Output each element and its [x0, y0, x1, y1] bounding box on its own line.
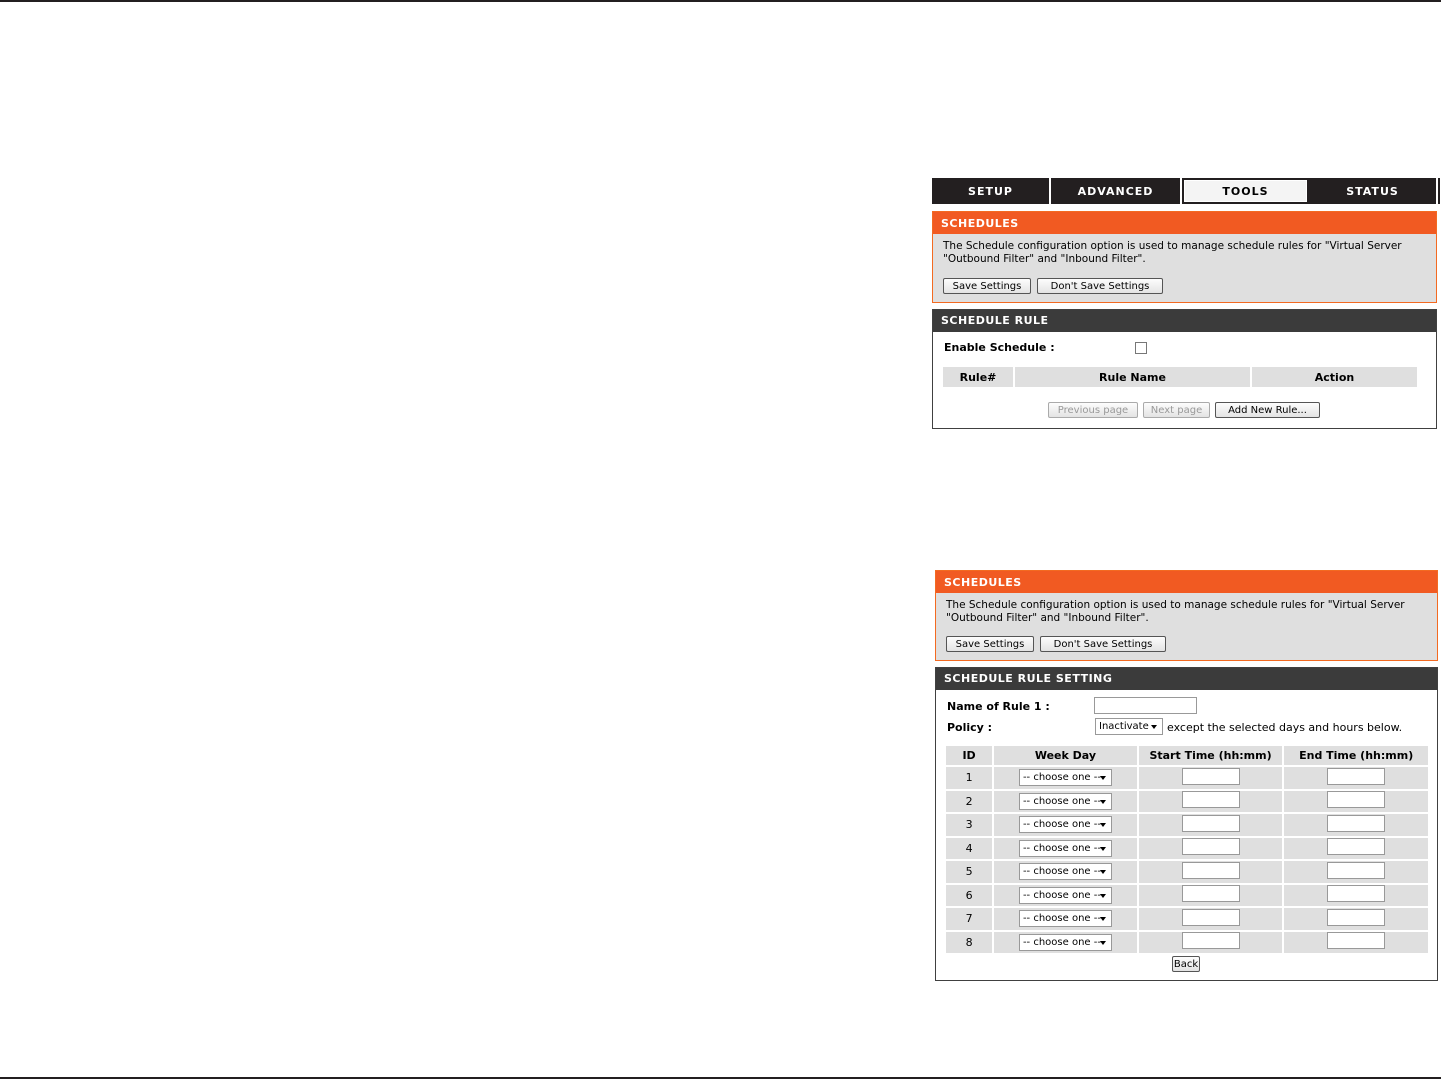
column-rule-name: Rule Name: [1015, 367, 1250, 387]
tab-setup[interactable]: SETUP: [932, 178, 1051, 204]
row-id: 3: [946, 814, 992, 836]
table-row: [946, 767, 1428, 789]
row-id: 1: [946, 767, 992, 789]
table-row: [946, 814, 1428, 836]
start-time-cell: [1139, 814, 1283, 836]
end-time-cell: [1284, 885, 1428, 907]
row-id: 8: [946, 932, 992, 954]
column-rule-number: Rule#: [943, 367, 1013, 387]
panel-title: SCHEDULES: [936, 571, 1437, 593]
row-id: 4: [946, 838, 992, 860]
week-day-select[interactable]: -- choose one --: [1019, 769, 1112, 786]
start-time-input[interactable]: [1182, 909, 1240, 926]
start-time-input[interactable]: [1182, 932, 1240, 949]
week-day-select[interactable]: -- choose one --: [1019, 910, 1112, 927]
rule-name-input[interactable]: [1094, 697, 1197, 714]
week-day-cell: [994, 838, 1137, 860]
week-day-cell: [994, 767, 1137, 789]
add-new-rule-button[interactable]: Add New Rule...: [1215, 402, 1320, 418]
policy-select[interactable]: Inactivate: [1095, 718, 1163, 735]
end-time-cell: [1284, 908, 1428, 930]
save-settings-button[interactable]: Save Settings: [946, 636, 1034, 652]
chevron-down-icon: [1151, 725, 1157, 729]
week-day-select[interactable]: -- choose one --: [1019, 934, 1112, 951]
row-id: 6: [946, 885, 992, 907]
column-start-time: Start Time (hh:mm): [1139, 746, 1283, 765]
start-time-input[interactable]: [1182, 838, 1240, 855]
column-end-time: End Time (hh:mm): [1284, 746, 1428, 765]
chevron-down-icon: [1100, 776, 1106, 780]
tab-status[interactable]: STATUS: [1309, 178, 1438, 204]
week-day-cell: [994, 885, 1137, 907]
schedule-table: [944, 744, 1430, 955]
chevron-down-icon: [1100, 894, 1106, 898]
table-row: [946, 861, 1428, 883]
start-time-input[interactable]: [1182, 862, 1240, 879]
end-time-input[interactable]: [1327, 791, 1385, 808]
end-time-cell: [1284, 814, 1428, 836]
main-tabs: [932, 178, 1440, 204]
row-id: 5: [946, 861, 992, 883]
previous-page-button[interactable]: Previous page: [1048, 402, 1138, 418]
next-page-button[interactable]: Next page: [1143, 402, 1210, 418]
schedules-panel-bottom: [935, 570, 1438, 661]
end-time-input[interactable]: [1327, 768, 1385, 785]
table-row: [946, 932, 1428, 954]
schedules-panel-top: [932, 211, 1437, 303]
week-day-select[interactable]: -- choose one --: [1019, 863, 1112, 880]
start-time-cell: [1139, 767, 1283, 789]
week-day-select[interactable]: -- choose one --: [1019, 887, 1112, 904]
rule-table-header: [943, 367, 1417, 387]
end-time-cell: [1284, 861, 1428, 883]
save-settings-button[interactable]: Save Settings: [943, 278, 1031, 294]
table-row: [946, 885, 1428, 907]
table-row: [946, 791, 1428, 813]
week-day-select[interactable]: -- choose one --: [1019, 816, 1112, 833]
start-time-input[interactable]: [1182, 885, 1240, 902]
policy-suffix: except the selected days and hours below.: [1167, 721, 1403, 734]
rule-name-label: Name of Rule 1 :: [947, 700, 1050, 713]
start-time-cell: [1139, 932, 1283, 954]
column-action: Action: [1252, 367, 1417, 387]
end-time-cell: [1284, 791, 1428, 813]
start-time-cell: [1139, 861, 1283, 883]
chevron-down-icon: [1100, 917, 1106, 921]
back-button[interactable]: Back: [1172, 956, 1200, 972]
panel-title: SCHEDULE RULE: [933, 310, 1436, 332]
end-time-input[interactable]: [1327, 862, 1385, 879]
schedule-rule-setting-panel: [935, 667, 1438, 981]
chevron-down-icon: [1100, 800, 1106, 804]
week-day-cell: [994, 908, 1137, 930]
panel-title: SCHEDULE RULE SETTING: [936, 668, 1437, 690]
chevron-down-icon: [1100, 823, 1106, 827]
row-id: 2: [946, 791, 992, 813]
end-time-cell: [1284, 932, 1428, 954]
start-time-input[interactable]: [1182, 815, 1240, 832]
start-time-cell: [1139, 885, 1283, 907]
week-day-select[interactable]: -- choose one --: [1019, 793, 1112, 810]
start-time-input[interactable]: [1182, 768, 1240, 785]
week-day-select[interactable]: -- choose one --: [1019, 840, 1112, 857]
row-id: 7: [946, 908, 992, 930]
tab-advanced[interactable]: ADVANCED: [1051, 178, 1182, 204]
chevron-down-icon: [1100, 847, 1106, 851]
start-time-cell: [1139, 908, 1283, 930]
column-week-day: Week Day: [994, 746, 1137, 765]
top-border: [0, 0, 1441, 2]
panel-title: SCHEDULES: [933, 212, 1436, 234]
table-header-row: [946, 746, 1428, 765]
table-row: [946, 838, 1428, 860]
panel-description: The Schedule configuration option is used to manage schedule rules for "Virtual Server "Outbound Filter" and "Inbound Filter".: [946, 599, 1405, 624]
enable-schedule-label: Enable Schedule :: [944, 341, 1055, 354]
chevron-down-icon: [1100, 941, 1106, 945]
week-day-cell: [994, 814, 1137, 836]
table-row: [946, 908, 1428, 930]
chevron-down-icon: [1100, 870, 1106, 874]
end-time-input[interactable]: [1327, 815, 1385, 832]
end-time-input[interactable]: [1327, 909, 1385, 926]
end-time-input[interactable]: [1327, 885, 1385, 902]
schedule-rule-panel: [932, 309, 1437, 429]
end-time-cell: [1284, 838, 1428, 860]
end-time-input[interactable]: [1327, 838, 1385, 855]
week-day-cell: [994, 861, 1137, 883]
dont-save-settings-button[interactable]: Don't Save Settings: [1037, 278, 1163, 294]
dont-save-settings-button[interactable]: Don't Save Settings: [1040, 636, 1166, 652]
start-time-cell: [1139, 791, 1283, 813]
start-time-input[interactable]: [1182, 791, 1240, 808]
enable-schedule-checkbox[interactable]: [1135, 342, 1147, 354]
start-time-cell: [1139, 838, 1283, 860]
bottom-border: [0, 1077, 1441, 1079]
end-time-cell: [1284, 767, 1428, 789]
week-day-cell: [994, 932, 1137, 954]
week-day-cell: [994, 791, 1137, 813]
end-time-input[interactable]: [1327, 932, 1385, 949]
policy-label: Policy :: [947, 721, 993, 734]
panel-description: The Schedule configuration option is used to manage schedule rules for "Virtual Server "Outbound Filter" and "Inbound Filter".: [943, 240, 1402, 265]
tab-tools[interactable]: TOOLS: [1182, 178, 1309, 204]
column-id: ID: [946, 746, 992, 765]
